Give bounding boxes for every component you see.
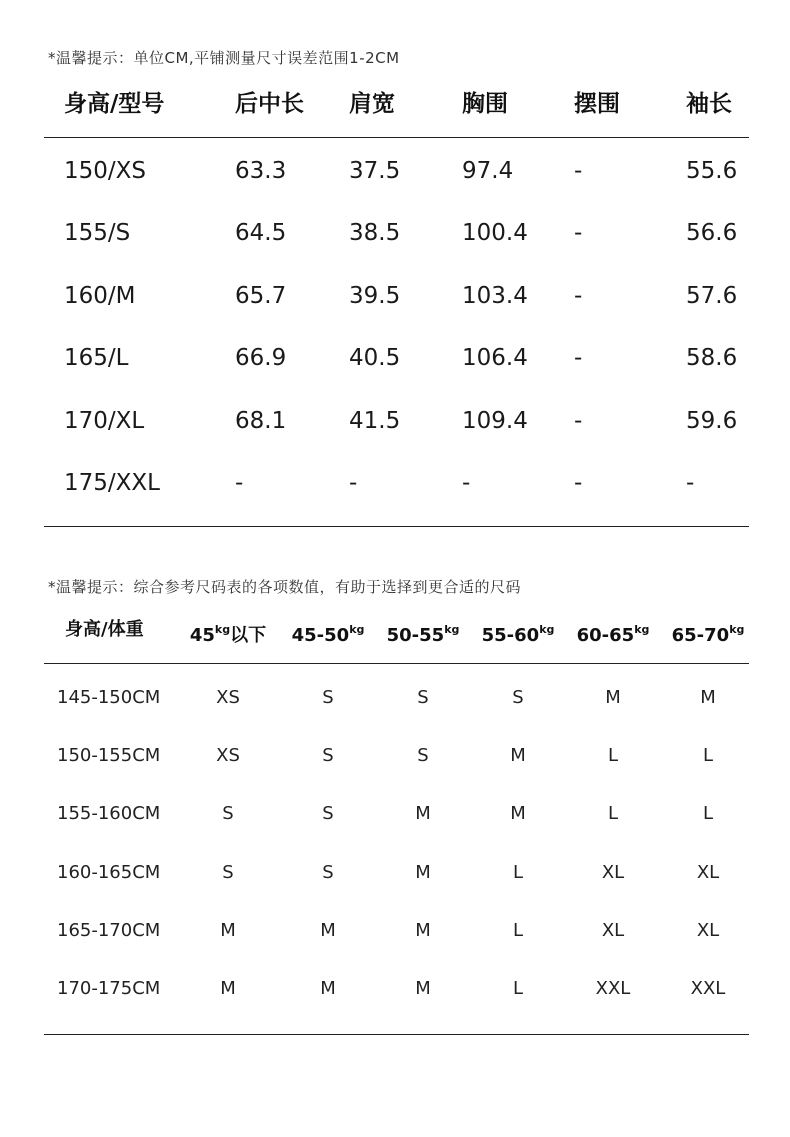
cell-sleeve: 56.6 [686,220,738,246]
cell-hem: - [574,283,583,309]
cell-shoulder: 39.5 [349,283,401,309]
table-row [0,213,790,253]
cell-size: XL [696,920,720,941]
cell-chest: 106.4 [462,345,528,371]
cell-chest: 100.4 [462,220,528,246]
table-row [0,794,790,834]
measurement-tip: *温馨提示：单位CM,平铺测量尺寸误差范围1-2CM [48,49,400,67]
header-chest: 胸围 [462,91,508,117]
kg-unit: kg [539,623,555,636]
size-table-divider-bottom [44,526,749,527]
cell-size: M [320,978,336,999]
reference-tip: *温馨提示：综合参考尺码表的各项数值，有助于选择到更合适的尺码 [48,578,522,596]
table-row [0,276,790,316]
cell-size: M [415,978,431,999]
cell-sleeve: - [686,470,695,496]
cell-chest: 97.4 [462,158,514,184]
cell-size: M [605,687,621,708]
header-height-weight: 身高/体重 [65,619,144,640]
weight-range-value: 45-50 [291,625,350,646]
header-back-length: 后中长 [235,91,304,117]
cell-sleeve: 59.6 [686,408,738,434]
cell-size: M [415,803,431,824]
cell-size: 165/L [64,345,129,371]
cell-shoulder: 40.5 [349,345,401,371]
weight-range-value: 65-70 [671,625,730,646]
cell-hem: - [574,345,583,371]
cell-height-range: 150-155CM [57,745,161,766]
cell-shoulder: 37.5 [349,158,401,184]
size-table-divider-top [44,137,749,138]
cell-size: 170/XL [64,408,145,434]
cell-sleeve: 58.6 [686,345,738,371]
cell-size: XL [601,920,625,941]
cell-height-range: 165-170CM [57,920,161,941]
cell-size: M [510,803,526,824]
cell-hem: - [574,408,583,434]
cell-size: XL [696,862,720,883]
cell-size: S [417,687,429,708]
cell-shoulder: 41.5 [349,408,401,434]
header-weight-range [563,610,663,650]
cell-size: L [702,745,714,766]
weight-range-suffix: 以下 [230,625,267,646]
cell-size: S [322,803,334,824]
cell-back-length: 68.1 [235,408,287,434]
cell-sleeve: 57.6 [686,283,738,309]
kg-unit: kg [729,623,745,636]
weight-range-value: 50-55 [386,625,445,646]
weight-table-divider-bottom [44,1034,749,1035]
kg-unit: kg [634,623,650,636]
cell-size: L [512,978,524,999]
cell-hem: - [574,220,583,246]
table-row [0,911,790,951]
cell-size: L [702,803,714,824]
cell-size: 160/M [64,283,136,309]
cell-size: XL [601,862,625,883]
cell-size: M [415,920,431,941]
cell-size: L [512,920,524,941]
table-row [0,853,790,893]
cell-size: XS [216,745,240,766]
weight-range-value: 55-60 [481,625,540,646]
header-shoulder: 肩宽 [349,91,395,117]
cell-size: S [417,745,429,766]
cell-back-length: 64.5 [235,220,287,246]
weight-table-header [0,610,790,650]
cell-height-range: 160-165CM [57,862,161,883]
cell-size: S [322,862,334,883]
cell-back-length: 66.9 [235,345,287,371]
weight-range-value: 60-65 [576,625,635,646]
cell-size: 155/S [64,220,131,246]
cell-size: XS [216,687,240,708]
table-row [0,338,790,378]
cell-size: 150/XS [64,158,147,184]
cell-back-length: 63.3 [235,158,287,184]
cell-size: S [222,803,234,824]
cell-hem: - [574,158,583,184]
size-table-header [0,84,790,124]
cell-size: M [320,920,336,941]
cell-size: S [512,687,524,708]
weight-table-divider-top [44,663,749,664]
header-weight-range [373,610,473,650]
cell-size: L [512,862,524,883]
table-row [0,678,790,718]
header-height-size: 身高/型号 [64,91,165,117]
table-row [0,401,790,441]
table-row [0,969,790,1009]
cell-size: S [322,687,334,708]
kg-unit: kg [214,623,231,636]
table-row [0,736,790,776]
cell-size: XXL [595,978,631,999]
header-hem: 摆围 [574,91,620,117]
cell-sleeve: 55.6 [686,158,738,184]
cell-shoulder: - [349,470,358,496]
cell-chest: - [462,470,471,496]
cell-size: L [607,803,619,824]
cell-chest: 103.4 [462,283,528,309]
cell-height-range: 145-150CM [57,687,161,708]
header-weight-range [468,610,568,650]
weight-range-value: 45 [189,625,215,646]
cell-chest: 109.4 [462,408,528,434]
cell-height-range: 155-160CM [57,803,161,824]
cell-height-range: 170-175CM [57,978,161,999]
cell-size: M [510,745,526,766]
cell-size: M [415,862,431,883]
table-row [0,151,790,191]
header-weight-range [178,610,278,650]
kg-unit: kg [444,623,460,636]
cell-back-length: 65.7 [235,283,287,309]
cell-size: M [220,978,236,999]
kg-unit: kg [349,623,365,636]
cell-size: S [322,745,334,766]
header-sleeve: 袖长 [686,91,732,117]
cell-size: XXL [690,978,726,999]
cell-size: L [607,745,619,766]
header-weight-range [278,610,378,650]
cell-size: 175/XXL [64,470,160,496]
header-weight-range [658,610,758,650]
cell-size: M [220,920,236,941]
cell-shoulder: 38.5 [349,220,401,246]
cell-hem: - [574,470,583,496]
table-row [0,463,790,503]
cell-size: S [222,862,234,883]
cell-back-length: - [235,470,244,496]
cell-size: M [700,687,716,708]
